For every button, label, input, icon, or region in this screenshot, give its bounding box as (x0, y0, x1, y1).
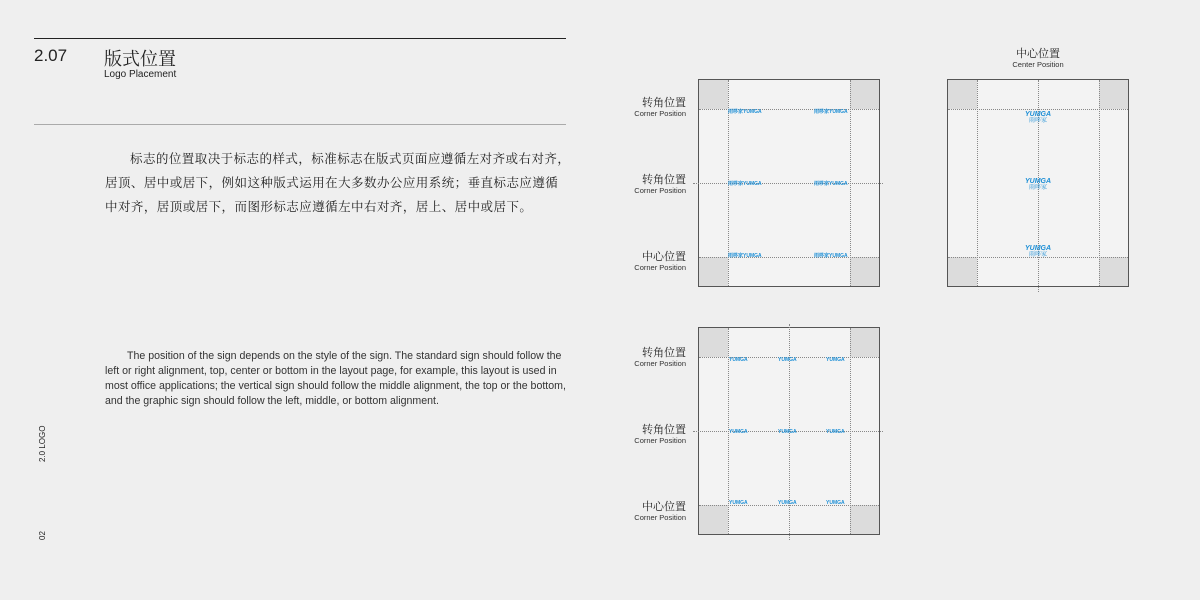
label-bottom-center-3 (596, 500, 686, 523)
chinese-paragraph: 标志的位置取决于标志的样式，标准标志在版式页面应遵循左对齐或右对齐，居顶、居中或居下，例如这种版式运用在大多数办公应用系统；垂直标志应遵循中对齐，居顶或居下，而图形标志应遵循左中右对齐，居上、居中或居下。 (105, 151, 571, 214)
logo-mark: 雨哆家YUMGA (728, 181, 762, 187)
label-en: Center Position (1012, 60, 1064, 69)
section-number: 2.07 (34, 46, 68, 65)
corner-margin (699, 328, 728, 357)
logo-wordmark: YUMGA (1024, 178, 1052, 185)
label-top-corner-1 (596, 96, 686, 119)
corner-margin (699, 80, 728, 109)
logo-mark: YUMGA (778, 500, 797, 506)
layout-diagram-standard (698, 79, 880, 287)
label-en: Corner Position (634, 186, 686, 195)
label-zh: 中心位置 (642, 500, 686, 513)
guide-line (977, 80, 978, 286)
corner-margin (850, 505, 879, 534)
corner-margin (1099, 80, 1128, 109)
label-en: Corner Position (634, 359, 686, 368)
label-zh: 中心位置 (1016, 47, 1060, 60)
logo-mark: YUMGA (729, 500, 748, 506)
logo-mark: 雨哆家YUMGA (814, 253, 848, 259)
page-title: 版式位置 (104, 49, 176, 70)
english-paragraph: The position of the sign depends on the style of the sign. The standard sign should follow the left or right alignment, top, center or bottom in the layout page, for example, this layout is used in most office applications; the vertical sign should follow the middle alignment, the top or the bottom, and the graphic sign should follow the left, middle, or bottom alignment. (105, 350, 566, 407)
label-bottom-center-1 (596, 250, 686, 273)
label-en: Corner Position (634, 436, 686, 445)
guide-line (1099, 80, 1100, 286)
corner-margin (850, 80, 879, 109)
label-mid-corner-1 (596, 173, 686, 196)
corner-margin (850, 257, 879, 286)
logo-mark: YUMGA (729, 429, 748, 435)
divider (34, 124, 566, 125)
label-zh: 中心位置 (642, 250, 686, 263)
logo-mark: YUMGA (729, 357, 748, 363)
guide-line (850, 328, 851, 534)
label-mid-corner-3 (596, 423, 686, 446)
label-zh: 转角位置 (642, 423, 686, 436)
label-zh: 转角位置 (642, 96, 686, 109)
corner-margin (948, 257, 977, 286)
guide-line (699, 109, 879, 110)
corner-margin (699, 257, 728, 286)
logo-mark: YUMGA (826, 357, 845, 363)
logo-mark: YUMGA (778, 429, 797, 435)
label-en: Corner Position (634, 513, 686, 522)
logo-mark: YUMGA (826, 500, 845, 506)
guide-line (693, 183, 883, 184)
corner-margin (1099, 257, 1128, 286)
label-zh: 转角位置 (642, 346, 686, 359)
logo-chinese: 雨哆家 (1028, 252, 1047, 258)
layout-diagram-vertical (947, 79, 1129, 287)
layout-diagram-graphic (698, 327, 880, 535)
corner-margin (948, 80, 977, 109)
label-top-corner-3 (596, 346, 686, 369)
logo-chinese: 雨哆家 (1028, 118, 1047, 124)
guide-line (699, 257, 879, 258)
logo-vertical (1018, 178, 1058, 192)
label-center-position (983, 47, 1093, 70)
guide-line (850, 80, 851, 286)
page-subtitle: Logo Placement (104, 69, 177, 80)
logo-wordmark: YUMGA (1024, 111, 1052, 118)
label-en: Corner Position (634, 109, 686, 118)
logo-mark: 雨哆家YUMGA (814, 109, 848, 115)
logo-mark: 雨哆家YUMGA (728, 109, 762, 115)
corner-margin (850, 328, 879, 357)
logo-mark: YUMGA (826, 429, 845, 435)
logo-mark: 雨哆家YUMGA (814, 181, 848, 187)
logo-wordmark: YUMGA (1024, 245, 1052, 252)
corner-margin (699, 505, 728, 534)
logo-vertical (1018, 245, 1058, 259)
logo-mark: YUMGA (778, 357, 797, 363)
logo-chinese: 雨哆家 (1028, 185, 1047, 191)
page-number: 02 (38, 531, 47, 540)
label-en: Corner Position (634, 263, 686, 272)
top-rule (34, 38, 566, 39)
section-side-label: 2.0 LOGO (38, 425, 47, 462)
logo-mark: 雨哆家YUMGA (728, 253, 762, 259)
label-zh: 转角位置 (642, 173, 686, 186)
logo-vertical (1018, 111, 1058, 125)
